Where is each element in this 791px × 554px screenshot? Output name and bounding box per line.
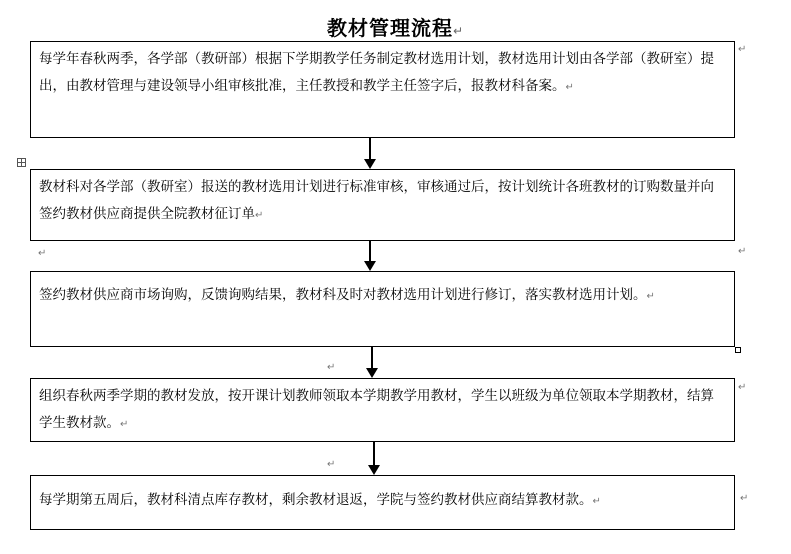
- flow-step-1: [30, 41, 735, 138]
- paragraph-mark-icon: ↵: [38, 248, 47, 259]
- paragraph-mark-icon: ↵: [738, 44, 747, 55]
- paragraph-mark-icon: ↵: [452, 24, 465, 38]
- flow-arrow-3: [366, 347, 378, 378]
- flow-step-5: [30, 475, 735, 530]
- flow-step-2: [30, 169, 735, 241]
- title-text: 教材管理流程: [326, 16, 453, 40]
- paragraph-mark-icon: ↵: [740, 493, 749, 504]
- arrow-down-icon: [368, 465, 380, 475]
- resize-handle-icon[interactable]: [735, 347, 741, 353]
- flow-step-4-text: 组织春秋两季学期的教材发放，按开课计划教师领取本学期教学用教材，学生以班级为单位领取本学期教材，结算学生教材款。: [39, 388, 714, 431]
- paragraph-mark-icon: ↵: [120, 419, 129, 430]
- arrow-down-icon: [364, 159, 376, 169]
- flow-step-1-text: 每学年春秋两季，各学部（教研部）根据下学期教学任务制定教材选用计划，教材选用计划由各学部（教研室）提出，由教材管理与建设领导小组审核批准，主任教授和教学主任签字后，报教材科备案。: [39, 51, 714, 94]
- paragraph-mark-icon: ↵: [592, 496, 601, 507]
- paragraph-mark-icon: ↵: [738, 246, 747, 257]
- flow-arrow-4: [368, 442, 380, 475]
- paragraph-mark-icon: ↵: [327, 362, 336, 373]
- flow-step-2-text: 教材科对各学部（教研室）报送的教材选用计划进行标准审核，审核通过后，按计划统计各班教材的订购数量并向签约教材供应商提供全院教材征订单: [39, 179, 714, 222]
- flow-step-3-text: 签约教材供应商市场询购，反馈询购结果，教材科及时对教材选用计划进行修订，落实教材选用计划。: [39, 287, 647, 303]
- arrow-down-icon: [366, 368, 378, 378]
- paragraph-mark-icon: ↵: [255, 210, 264, 221]
- paragraph-mark-icon: ↵: [738, 382, 747, 393]
- flow-step-5-text: 每学期第五周后，教材科清点库存教材，剩余教材退返，学院与签约教材供应商结算教材款。: [39, 492, 593, 508]
- arrow-down-icon: [364, 261, 376, 271]
- table-move-handle-icon[interactable]: [17, 158, 26, 167]
- paragraph-mark-icon: ↵: [646, 291, 655, 302]
- page-title: [0, 12, 791, 41]
- flow-step-3: [30, 271, 735, 347]
- flow-arrow-2: [364, 241, 376, 271]
- flow-arrow-1: [364, 138, 376, 169]
- paragraph-mark-icon: ↵: [327, 459, 336, 470]
- flow-step-4: [30, 378, 735, 442]
- paragraph-mark-icon: ↵: [565, 82, 574, 93]
